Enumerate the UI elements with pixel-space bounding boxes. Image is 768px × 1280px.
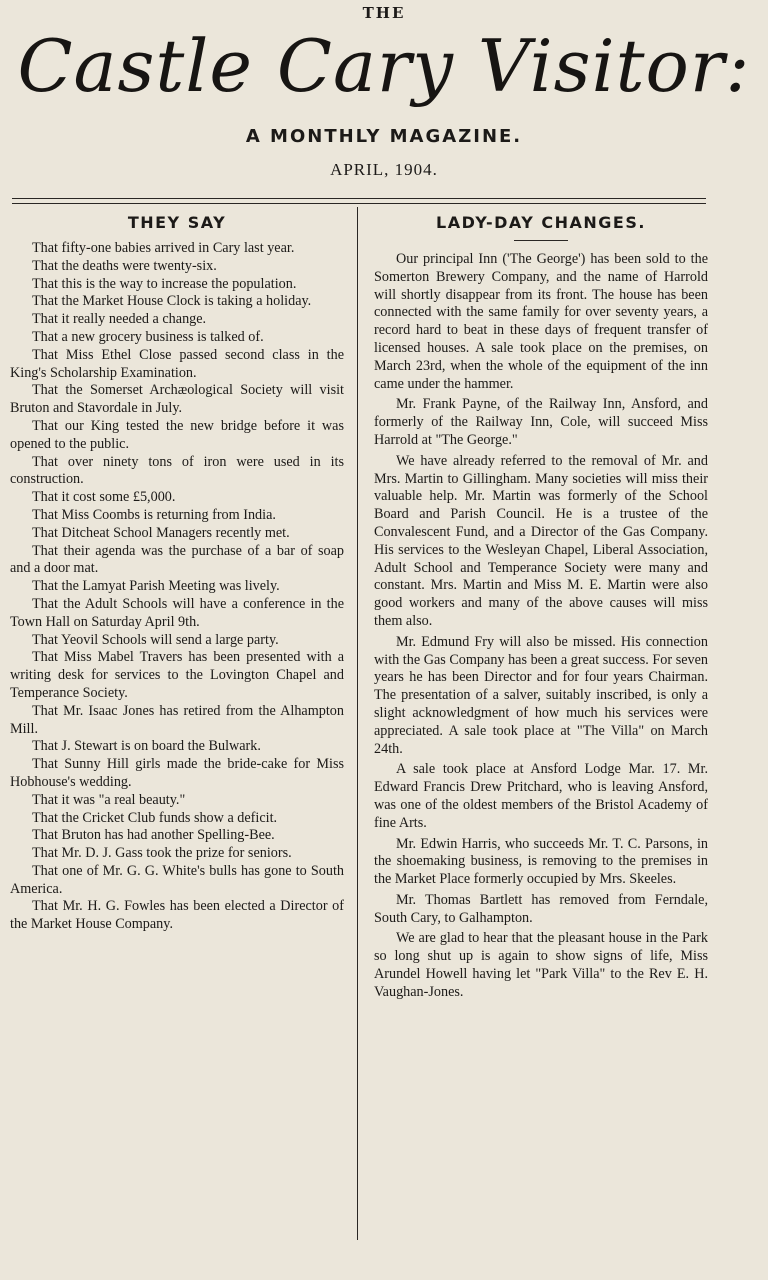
list-item: That the Adult Schools will have a conference in the Town Hall on Saturday April 9th. [10,595,344,630]
article-paragraph: Mr. Frank Payne, of the Railway Inn, Ansford, and formerly of the Railway Inn, Cole, will succeed Miss Harrold at "The George." [374,396,708,448]
list-item: That fifty-one babies arrived in Cary last year. [32,240,295,256]
article-paragraph: A sale took place at Ansford Lodge Mar. 17. Mr. Edward Francis Drew Pritchard, who is leaving Ansford, was one of the oldest members of the Bristol Academy of fine Arts. [374,761,708,831]
they-say-list [10,240,344,934]
list-item: That the Somerset Archæological Society will visit Bruton and Stavordale in July. [10,382,344,417]
list-item: That their agenda was the purchase of a bar of soap and a door mat. [10,542,344,577]
list-item: That Yeovil Schools will send a large party. [32,631,279,648]
article-paragraph: Our principal Inn ('The George') has been sold to the Somerton Brewery Company, and the name of Harrold will shortly disappear from its front. The house has been connected with the same family for over seventy years, a record hard to beat in these days of frequent transfer of licensed houses. A sale took place on the premises, on March 23rd, when the whole of the equipment of the inn came under the hammer. [374,251,708,392]
article-paragraph: We have already referred to the removal of Mr. and Mrs. Martin to Gillingham. Many societies will miss their valuable help. Mr. Martin was formerly of the School Board and Parish Council. He is a trustee of the Convalescent Fund, and a Director of the Gas Company. His services to the Wesleyan Chapel, Liberal Association, Adult School and Temperance Society were many and constant. Mrs. Martin and Miss M. E. Martin were also good workers and many of the above causes will miss them also. [374,452,708,629]
list-item: That Miss Ethel Close passed second class in the King's Scholarship Examination. [10,346,344,381]
list-item: That the Cricket Club funds show a deficit. [32,809,278,826]
masthead-title: Castle Cary Visitor: [17,24,751,108]
list-item: That over ninety tons of iron were used in its construction. [10,453,344,488]
article-paragraph: Mr. Edmund Fry will also be missed. His connection with the Gas Company has been a great success. For seven years he has been Director and for four years Chairman. The presentation of a salver, suitably inscribed, is only a slight acknowledgment of how much his services were appreciated. A sale took place at "The Villa" on March 24th. [374,633,708,757]
header-rule-top [12,198,706,199]
they-say-column [10,212,344,934]
masthead-subtitle: A MONTHLY MAGAZINE. [245,126,523,147]
list-item: That Bruton has had another Spelling-Bee. [32,827,275,844]
list-item: That it really needed a change. [32,311,207,328]
list-item: That this is the way to increase the population. [32,275,297,292]
article-paragraph: We are glad to hear that the pleasant house in the Park so long shut up is again to show signs of life, Miss Arundel Howell having let "Park Villa" to the Rev E. H. Vaughan-Jones. [374,930,708,1000]
list-item: That J. Stewart is on board the Bulwark. [32,738,261,755]
list-item: That Mr. H. G. Fowles has been elected a Director of the Market House Company. [10,898,344,933]
list-item: That the Market House Clock is taking a holiday. [32,293,312,310]
list-item: That Ditcheat School Managers recently met. [32,524,290,541]
list-item: That the deaths were twenty-six. [32,257,217,274]
list-item: That the Lamyat Parish Meeting was lively. [32,578,280,595]
issue-date: APRIL, 1904. [330,160,438,179]
list-item: That a new grocery business is talked of. [32,328,264,345]
list-item: That Sunny Hill girls made the bride-cake for Miss Hobhouse's wedding. [10,756,344,790]
article-paragraph: Mr. Edwin Harris, who succeeds Mr. T. C. Parsons, in the shoemaking business, is removing to the premises in the Market Place formerly occupied by Mrs. Skeeles. [374,835,708,888]
heading-dash [514,240,568,241]
list-item: That Miss Mabel Travers has been presented with a writing desk for services to the Lovington Chapel and Temperance Society. [10,649,344,701]
column-divider [357,207,358,1240]
they-say-heading: THEY SAY [127,213,227,232]
lady-day-column [374,212,708,1005]
list-item: That one of Mr. G. G. White's bulls has gone to South America. [10,862,344,897]
list-item: That Miss Coombs is returning from India. [32,506,276,523]
list-item: That our King tested the new bridge before it was opened to the public. [10,417,344,452]
lady-day-heading: LADY-DAY CHANGES. [436,213,646,232]
list-item: That Mr. D. J. Gass took the prize for seniors. [32,845,292,862]
list-item: That it cost some £5,000. [32,489,176,506]
article-paragraph: Mr. Thomas Bartlett has removed from Ferndale, South Cary, to Galhampton. [374,891,708,926]
masthead-the: THE [362,4,406,22]
list-item: That Mr. Isaac Jones has retired from the Alhampton Mill. [10,702,344,737]
list-item: That it was "a real beauty." [32,791,186,808]
header-rule-bottom [12,203,706,204]
